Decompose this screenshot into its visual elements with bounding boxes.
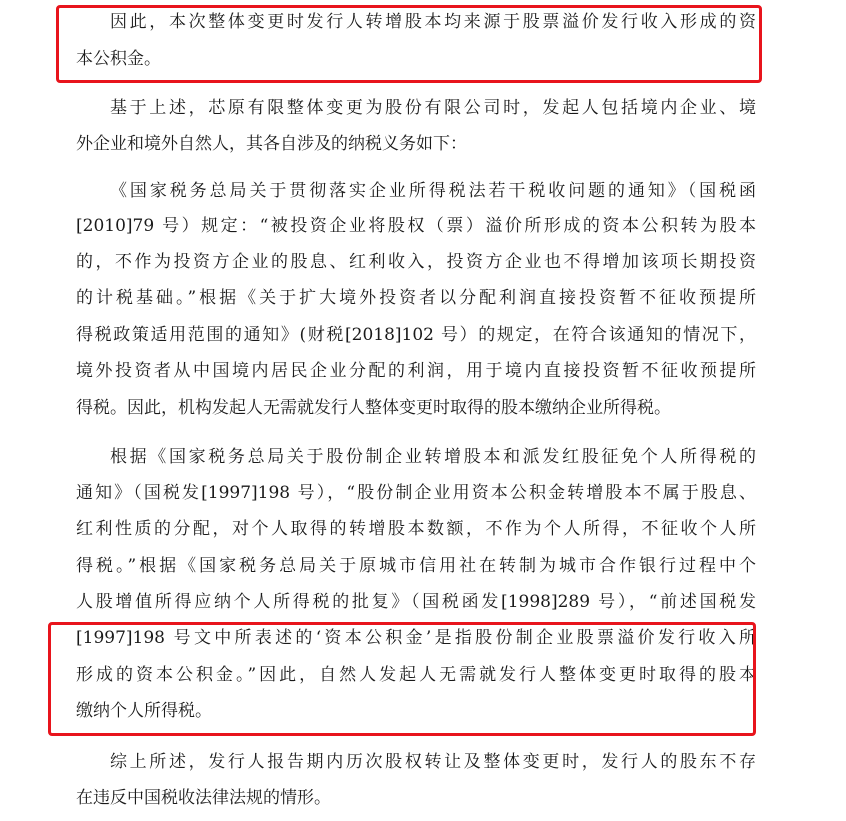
paragraph-3-line-6: 境外投资者从中国境内居民企业分配的利润，用于境内直接投资暂不征收预提所	[76, 361, 756, 381]
paragraph-3-line-1: 《国家税务总局关于贯彻落实企业所得税法若干税收问题的通知》（国税函	[110, 181, 756, 201]
highlight-box-top	[56, 5, 762, 83]
paragraph-1-line-2: 本公积金。	[76, 49, 161, 69]
paragraph-4-line-2: 通知》（国税发[1997]198 号），“股份制企业用资本公积金转增股本不属于股息、	[76, 483, 756, 503]
paragraph-2-line-1: 基于上述，芯原有限整体变更为股份有限公司时，发起人包括境内企业、境	[110, 98, 756, 118]
paragraph-3-line-4: 的计税基础。”根据《关于扩大境外投资者以分配利润直接投资暂不征收预提所	[76, 288, 756, 308]
paragraph-4-line-6: [1997]198 号文中所表述的‘资本公积金’是指股份制企业股票溢价发行收入所	[76, 628, 756, 648]
paragraph-3-line-2: [2010]79 号）规定：“被投资企业将股权（票）溢价所形成的资本公积转为股本	[76, 216, 756, 236]
paragraph-3-line-7: 得税。因此，机构发起人无需就发行人整体变更时取得的股本缴纳企业所得税。	[76, 398, 671, 418]
paragraph-4-line-7: 形成的资本公积金。”因此，自然人发起人无需就发行人整体变更时取得的股本	[76, 665, 756, 685]
paragraph-4-line-4: 得税。”根据《国家税务总局关于原城市信用社在转制为城市合作银行过程中个	[76, 556, 756, 576]
paragraph-4-line-3: 红利性质的分配，对个人取得的转增股本数额，不作为个人所得，不征收个人所	[76, 519, 756, 539]
paragraph-5-line-2: 在违反中国税收法律法规的情形。	[76, 788, 331, 808]
paragraph-3-line-3: 的，不作为投资方企业的股息、红利收入，投资方企业也不得增加该项长期投资	[76, 252, 756, 272]
paragraph-4-line-8: 缴纳个人所得税。	[76, 701, 212, 721]
paragraph-1-line-1: 因此，本次整体变更时发行人转增股本均来源于股票溢价发行收入形成的资	[110, 12, 756, 32]
paragraph-4-line-5: 人股增值所得应纳个人所得税的批复》（国税函发[1998]289 号），“前述国税发	[76, 592, 756, 612]
paragraph-3-line-5: 得税政策适用范围的通知》(财税[2018]102 号）的规定，在符合该通知的情况下，	[76, 325, 756, 345]
highlight-box-bottom	[48, 622, 756, 736]
paragraph-5-line-1: 综上所述，发行人报告期内历次股权转让及整体变更时，发行人的股东不存	[110, 752, 756, 772]
paragraph-2-line-2: 外企业和境外自然人，其各自涉及的纳税义务如下：	[76, 134, 467, 154]
paragraph-4-line-1: 根据《国家税务总局关于股份制企业转增股本和派发红股征免个人所得税的	[110, 447, 756, 467]
